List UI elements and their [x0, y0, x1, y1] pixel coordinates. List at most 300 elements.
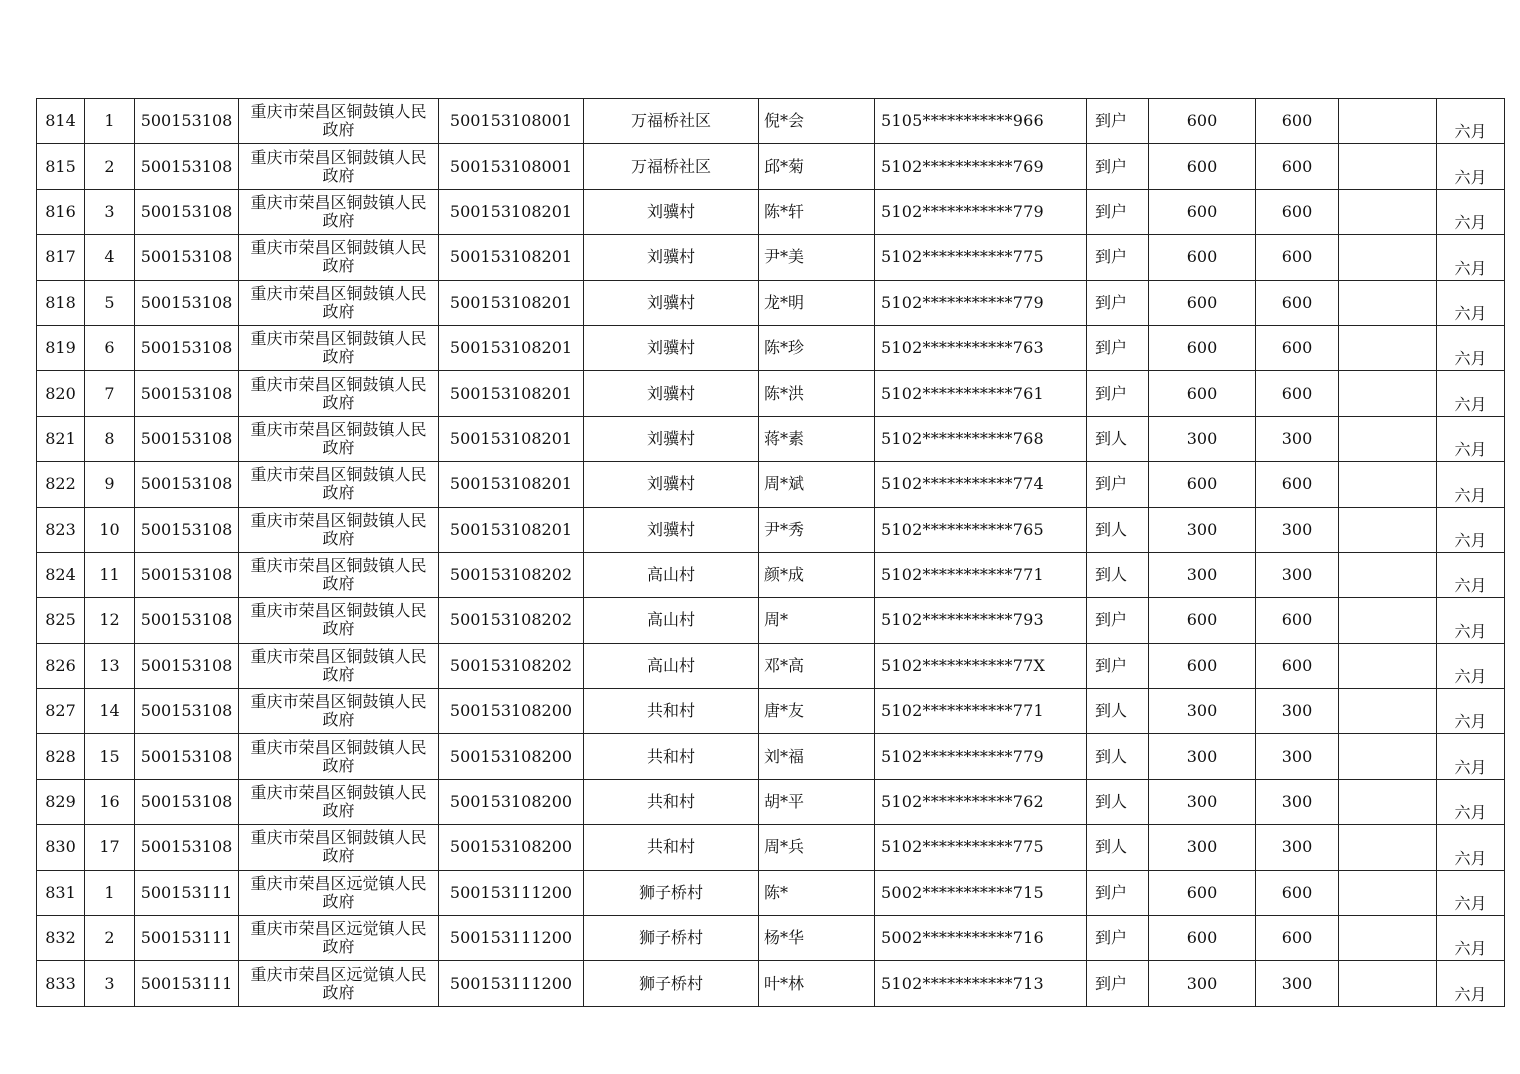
government-line: 重庆市荣昌区铜鼓镇人民: [250, 692, 427, 712]
paid-amount-cell: 600: [1256, 99, 1339, 144]
type-cell: 到人: [1087, 416, 1149, 461]
month-cell: 六月: [1437, 870, 1505, 915]
government-line: 重庆市荣昌区铜鼓镇人民: [250, 601, 427, 621]
type-cell: 到户: [1087, 598, 1149, 643]
table-row: [37, 916, 1505, 961]
government-line: 重庆市荣昌区铜鼓镇人民: [250, 283, 427, 303]
government-line: 政府: [322, 846, 355, 866]
village-code-cell: 500153108001: [439, 144, 584, 189]
amount-cell: 600: [1149, 371, 1256, 416]
row-seq-cell: 827: [37, 689, 85, 734]
amount-cell: 600: [1149, 870, 1256, 915]
amount-cell: 600: [1149, 916, 1256, 961]
government-line: 政府: [322, 165, 355, 185]
type-cell: 到人: [1087, 689, 1149, 734]
org-code-cell: 500153108: [135, 144, 239, 189]
row-seq-cell: 823: [37, 507, 85, 552]
village-cell: 万福桥社区: [584, 99, 759, 144]
org-code-cell: 500153108: [135, 689, 239, 734]
amount-cell: 600: [1149, 144, 1256, 189]
type-cell: 到人: [1087, 825, 1149, 870]
id-number-cell: 5002***********716: [875, 916, 1087, 961]
org-code-cell: 500153108: [135, 507, 239, 552]
amount-cell: 600: [1149, 280, 1256, 325]
row-seq-cell: 825: [37, 598, 85, 643]
name-cell: 陈*轩: [759, 189, 875, 234]
village-cell: 刘骥村: [584, 507, 759, 552]
government-line: 政府: [322, 437, 355, 457]
org-code-cell: 500153108: [135, 189, 239, 234]
village-code-cell: 500153108200: [439, 734, 584, 779]
government-line: 政府: [322, 937, 355, 957]
name-cell: 胡*平: [759, 779, 875, 824]
row-seq-cell: 814: [37, 99, 85, 144]
government-cell: [239, 689, 439, 734]
blank-cell: [1339, 734, 1437, 779]
paid-amount-cell: 600: [1256, 462, 1339, 507]
org-code-cell: 500153108: [135, 825, 239, 870]
government-line: 重庆市荣昌区铜鼓镇人民: [250, 192, 427, 212]
village-cell: 高山村: [584, 552, 759, 597]
government-line: 政府: [322, 256, 355, 276]
month-cell: 六月: [1437, 371, 1505, 416]
village-cell: 共和村: [584, 825, 759, 870]
blank-cell: [1339, 99, 1437, 144]
name-cell: 刘*福: [759, 734, 875, 779]
org-code-cell: 500153108: [135, 598, 239, 643]
org-code-cell: 500153108: [135, 779, 239, 824]
row-seq-cell: 830: [37, 825, 85, 870]
table-row: [37, 689, 1505, 734]
village-code-cell: 500153108202: [439, 552, 584, 597]
government-line: 重庆市荣昌区铜鼓镇人民: [250, 783, 427, 803]
government-cell: [239, 916, 439, 961]
name-cell: 陈*: [759, 870, 875, 915]
blank-cell: [1339, 280, 1437, 325]
government-line: 重庆市荣昌区铜鼓镇人民: [250, 147, 427, 167]
paid-amount-cell: 300: [1256, 734, 1339, 779]
month-cell: 六月: [1437, 643, 1505, 688]
table-row: [37, 598, 1505, 643]
government-cell: [239, 779, 439, 824]
id-number-cell: 5102***********763: [875, 325, 1087, 370]
amount-cell: 600: [1149, 325, 1256, 370]
row-index-cell: 3: [85, 961, 135, 1006]
name-cell: 杨*华: [759, 916, 875, 961]
government-line: 重庆市荣昌区铜鼓镇人民: [250, 465, 427, 485]
amount-cell: 300: [1149, 552, 1256, 597]
id-number-cell: 5102***********779: [875, 189, 1087, 234]
type-cell: 到户: [1087, 870, 1149, 915]
government-line: 重庆市荣昌区铜鼓镇人民: [250, 329, 427, 349]
row-index-cell: 11: [85, 552, 135, 597]
type-cell: 到人: [1087, 552, 1149, 597]
row-index-cell: 1: [85, 99, 135, 144]
name-cell: 蒋*素: [759, 416, 875, 461]
name-cell: 叶*林: [759, 961, 875, 1006]
id-number-cell: 5102***********762: [875, 779, 1087, 824]
blank-cell: [1339, 643, 1437, 688]
government-cell: [239, 144, 439, 189]
village-cell: 共和村: [584, 779, 759, 824]
government-line: 重庆市荣昌区远觉镇人民: [250, 873, 427, 893]
row-index-cell: 5: [85, 280, 135, 325]
government-line: 重庆市荣昌区铜鼓镇人民: [250, 828, 427, 848]
village-code-cell: 500153108200: [439, 689, 584, 734]
government-cell: [239, 371, 439, 416]
paid-amount-cell: 600: [1256, 325, 1339, 370]
village-cell: 共和村: [584, 689, 759, 734]
row-index-cell: 4: [85, 235, 135, 280]
month-cell: 六月: [1437, 462, 1505, 507]
org-code-cell: 500153108: [135, 462, 239, 507]
row-index-cell: 7: [85, 371, 135, 416]
government-line: 政府: [322, 301, 355, 321]
table-row: [37, 144, 1505, 189]
government-line: 政府: [322, 483, 355, 503]
type-cell: 到户: [1087, 280, 1149, 325]
amount-cell: 300: [1149, 825, 1256, 870]
row-index-cell: 16: [85, 779, 135, 824]
name-cell: 龙*明: [759, 280, 875, 325]
government-line: 重庆市荣昌区铜鼓镇人民: [250, 419, 427, 439]
org-code-cell: 500153108: [135, 416, 239, 461]
government-line: 政府: [322, 347, 355, 367]
blank-cell: [1339, 507, 1437, 552]
month-cell: 六月: [1437, 280, 1505, 325]
id-number-cell: 5102***********769: [875, 144, 1087, 189]
type-cell: 到户: [1087, 99, 1149, 144]
row-index-cell: 1: [85, 870, 135, 915]
village-code-cell: 500153108201: [439, 280, 584, 325]
table-body: [37, 99, 1505, 1007]
blank-cell: [1339, 825, 1437, 870]
village-cell: 刘骥村: [584, 189, 759, 234]
amount-cell: 600: [1149, 189, 1256, 234]
month-cell: 六月: [1437, 779, 1505, 824]
month-cell: 六月: [1437, 189, 1505, 234]
row-seq-cell: 824: [37, 552, 85, 597]
type-cell: 到户: [1087, 916, 1149, 961]
org-code-cell: 500153111: [135, 870, 239, 915]
village-code-cell: 500153111200: [439, 961, 584, 1006]
month-cell: 六月: [1437, 825, 1505, 870]
org-code-cell: 500153108: [135, 552, 239, 597]
name-cell: 周*: [759, 598, 875, 643]
row-index-cell: 10: [85, 507, 135, 552]
government-cell: [239, 416, 439, 461]
government-line: 重庆市荣昌区远觉镇人民: [250, 964, 427, 984]
id-number-cell: 5102***********779: [875, 280, 1087, 325]
row-index-cell: 13: [85, 643, 135, 688]
government-cell: [239, 235, 439, 280]
government-cell: [239, 643, 439, 688]
amount-cell: 600: [1149, 235, 1256, 280]
row-seq-cell: 828: [37, 734, 85, 779]
government-line: 政府: [322, 120, 355, 140]
id-number-cell: 5102***********779: [875, 734, 1087, 779]
row-index-cell: 15: [85, 734, 135, 779]
government-line: 政府: [322, 392, 355, 412]
government-line: 政府: [322, 619, 355, 639]
table-row: [37, 825, 1505, 870]
amount-cell: 600: [1149, 462, 1256, 507]
government-cell: [239, 598, 439, 643]
month-cell: 六月: [1437, 916, 1505, 961]
org-code-cell: 500153111: [135, 961, 239, 1006]
government-line: 重庆市荣昌区铜鼓镇人民: [250, 374, 427, 394]
org-code-cell: 500153108: [135, 643, 239, 688]
id-number-cell: 5102***********768: [875, 416, 1087, 461]
id-number-cell: 5102***********765: [875, 507, 1087, 552]
village-code-cell: 500153108202: [439, 643, 584, 688]
village-code-cell: 500153108201: [439, 462, 584, 507]
table-row: [37, 462, 1505, 507]
org-code-cell: 500153108: [135, 235, 239, 280]
row-seq-cell: 831: [37, 870, 85, 915]
village-code-cell: 500153108201: [439, 235, 584, 280]
type-cell: 到户: [1087, 462, 1149, 507]
org-code-cell: 500153111: [135, 916, 239, 961]
government-line: 重庆市荣昌区铜鼓镇人民: [250, 646, 427, 666]
blank-cell: [1339, 189, 1437, 234]
amount-cell: 600: [1149, 598, 1256, 643]
id-number-cell: 5102***********775: [875, 235, 1087, 280]
table-row: [37, 734, 1505, 779]
village-cell: 狮子桥村: [584, 916, 759, 961]
village-code-cell: 500153108202: [439, 598, 584, 643]
government-cell: [239, 325, 439, 370]
id-number-cell: 5102***********793: [875, 598, 1087, 643]
village-code-cell: 500153108201: [439, 507, 584, 552]
table-row: [37, 99, 1505, 144]
blank-cell: [1339, 779, 1437, 824]
type-cell: 到户: [1087, 235, 1149, 280]
village-cell: 刘骥村: [584, 280, 759, 325]
government-line: 重庆市荣昌区远觉镇人民: [250, 919, 427, 939]
paid-amount-cell: 300: [1256, 961, 1339, 1006]
village-cell: 高山村: [584, 643, 759, 688]
village-cell: 刘骥村: [584, 235, 759, 280]
village-code-cell: 500153111200: [439, 870, 584, 915]
amount-cell: 300: [1149, 779, 1256, 824]
name-cell: 唐*友: [759, 689, 875, 734]
id-number-cell: 5102***********771: [875, 689, 1087, 734]
government-line: 政府: [322, 574, 355, 594]
type-cell: 到人: [1087, 779, 1149, 824]
org-code-cell: 500153108: [135, 280, 239, 325]
id-number-cell: 5105***********966: [875, 99, 1087, 144]
village-cell: 刘骥村: [584, 416, 759, 461]
amount-cell: 300: [1149, 689, 1256, 734]
government-cell: [239, 961, 439, 1006]
name-cell: 周*斌: [759, 462, 875, 507]
row-seq-cell: 820: [37, 371, 85, 416]
village-cell: 万福桥社区: [584, 144, 759, 189]
blank-cell: [1339, 961, 1437, 1006]
paid-amount-cell: 300: [1256, 779, 1339, 824]
paid-amount-cell: 600: [1256, 189, 1339, 234]
village-cell: 刘骥村: [584, 462, 759, 507]
amount-cell: 600: [1149, 99, 1256, 144]
blank-cell: [1339, 552, 1437, 597]
month-cell: 六月: [1437, 99, 1505, 144]
blank-cell: [1339, 144, 1437, 189]
row-index-cell: 14: [85, 689, 135, 734]
id-number-cell: 5102***********775: [875, 825, 1087, 870]
government-line: 政府: [322, 755, 355, 775]
id-number-cell: 5102***********713: [875, 961, 1087, 1006]
government-line: 政府: [322, 210, 355, 230]
month-cell: 六月: [1437, 325, 1505, 370]
row-index-cell: 9: [85, 462, 135, 507]
month-cell: 六月: [1437, 416, 1505, 461]
table-row: [37, 507, 1505, 552]
row-index-cell: 6: [85, 325, 135, 370]
id-number-cell: 5102***********774: [875, 462, 1087, 507]
government-cell: [239, 552, 439, 597]
org-code-cell: 500153108: [135, 371, 239, 416]
month-cell: 六月: [1437, 552, 1505, 597]
type-cell: 到户: [1087, 325, 1149, 370]
government-cell: [239, 280, 439, 325]
amount-cell: 300: [1149, 961, 1256, 1006]
amount-cell: 300: [1149, 416, 1256, 461]
type-cell: 到户: [1087, 371, 1149, 416]
type-cell: 到户: [1087, 961, 1149, 1006]
blank-cell: [1339, 870, 1437, 915]
paid-amount-cell: 300: [1256, 825, 1339, 870]
row-index-cell: 2: [85, 916, 135, 961]
government-cell: [239, 99, 439, 144]
government-line: 重庆市荣昌区铜鼓镇人民: [250, 510, 427, 530]
type-cell: 到人: [1087, 507, 1149, 552]
table-row: [37, 189, 1505, 234]
village-code-cell: 500153111200: [439, 916, 584, 961]
name-cell: 邓*高: [759, 643, 875, 688]
name-cell: 邱*菊: [759, 144, 875, 189]
blank-cell: [1339, 416, 1437, 461]
row-index-cell: 8: [85, 416, 135, 461]
month-cell: 六月: [1437, 734, 1505, 779]
id-number-cell: 5102***********761: [875, 371, 1087, 416]
name-cell: 颜*成: [759, 552, 875, 597]
government-line: 重庆市荣昌区铜鼓镇人民: [250, 737, 427, 757]
month-cell: 六月: [1437, 689, 1505, 734]
blank-cell: [1339, 689, 1437, 734]
name-cell: 尹*秀: [759, 507, 875, 552]
government-line: 重庆市荣昌区铜鼓镇人民: [250, 556, 427, 576]
government-line: 重庆市荣昌区铜鼓镇人民: [250, 238, 427, 258]
name-cell: 倪*会: [759, 99, 875, 144]
id-number-cell: 5002***********715: [875, 870, 1087, 915]
paid-amount-cell: 600: [1256, 144, 1339, 189]
blank-cell: [1339, 235, 1437, 280]
id-number-cell: 5102***********771: [875, 552, 1087, 597]
row-seq-cell: 822: [37, 462, 85, 507]
row-seq-cell: 826: [37, 643, 85, 688]
amount-cell: 300: [1149, 734, 1256, 779]
government-cell: [239, 507, 439, 552]
type-cell: 到户: [1087, 643, 1149, 688]
blank-cell: [1339, 462, 1437, 507]
blank-cell: [1339, 598, 1437, 643]
table-row: [37, 961, 1505, 1006]
row-seq-cell: 817: [37, 235, 85, 280]
row-seq-cell: 821: [37, 416, 85, 461]
table-row: [37, 280, 1505, 325]
row-index-cell: 12: [85, 598, 135, 643]
org-code-cell: 500153108: [135, 734, 239, 779]
village-cell: 狮子桥村: [584, 870, 759, 915]
table-row: [37, 416, 1505, 461]
table-row: [37, 235, 1505, 280]
table-row: [37, 325, 1505, 370]
month-cell: 六月: [1437, 961, 1505, 1006]
village-code-cell: 500153108201: [439, 416, 584, 461]
row-seq-cell: 818: [37, 280, 85, 325]
org-code-cell: 500153108: [135, 99, 239, 144]
government-cell: [239, 189, 439, 234]
paid-amount-cell: 600: [1256, 916, 1339, 961]
village-code-cell: 500153108201: [439, 371, 584, 416]
blank-cell: [1339, 325, 1437, 370]
village-code-cell: 500153108200: [439, 779, 584, 824]
table-row: [37, 870, 1505, 915]
name-cell: 陈*洪: [759, 371, 875, 416]
government-line: 政府: [322, 528, 355, 548]
village-code-cell: 500153108001: [439, 99, 584, 144]
village-cell: 高山村: [584, 598, 759, 643]
government-line: 政府: [322, 891, 355, 911]
village-cell: 狮子桥村: [584, 961, 759, 1006]
village-cell: 刘骥村: [584, 371, 759, 416]
row-index-cell: 3: [85, 189, 135, 234]
row-seq-cell: 833: [37, 961, 85, 1006]
government-line: 重庆市荣昌区铜鼓镇人民: [250, 102, 427, 122]
table-row: [37, 371, 1505, 416]
paid-amount-cell: 600: [1256, 870, 1339, 915]
row-seq-cell: 819: [37, 325, 85, 370]
name-cell: 周*兵: [759, 825, 875, 870]
village-code-cell: 500153108201: [439, 325, 584, 370]
government-cell: [239, 870, 439, 915]
paid-amount-cell: 600: [1256, 235, 1339, 280]
government-line: 政府: [322, 710, 355, 730]
row-index-cell: 2: [85, 144, 135, 189]
amount-cell: 300: [1149, 507, 1256, 552]
paid-amount-cell: 300: [1256, 689, 1339, 734]
government-cell: [239, 734, 439, 779]
paid-amount-cell: 300: [1256, 416, 1339, 461]
village-cell: 刘骥村: [584, 325, 759, 370]
data-table: [36, 98, 1505, 1007]
table-row: [37, 643, 1505, 688]
paid-amount-cell: 600: [1256, 643, 1339, 688]
org-code-cell: 500153108: [135, 325, 239, 370]
id-number-cell: 5102***********77X: [875, 643, 1087, 688]
paid-amount-cell: 600: [1256, 371, 1339, 416]
type-cell: 到户: [1087, 189, 1149, 234]
name-cell: 陈*珍: [759, 325, 875, 370]
paid-amount-cell: 600: [1256, 598, 1339, 643]
row-seq-cell: 829: [37, 779, 85, 824]
government-cell: [239, 825, 439, 870]
name-cell: 尹*美: [759, 235, 875, 280]
row-seq-cell: 816: [37, 189, 85, 234]
row-index-cell: 17: [85, 825, 135, 870]
government-line: 政府: [322, 982, 355, 1002]
